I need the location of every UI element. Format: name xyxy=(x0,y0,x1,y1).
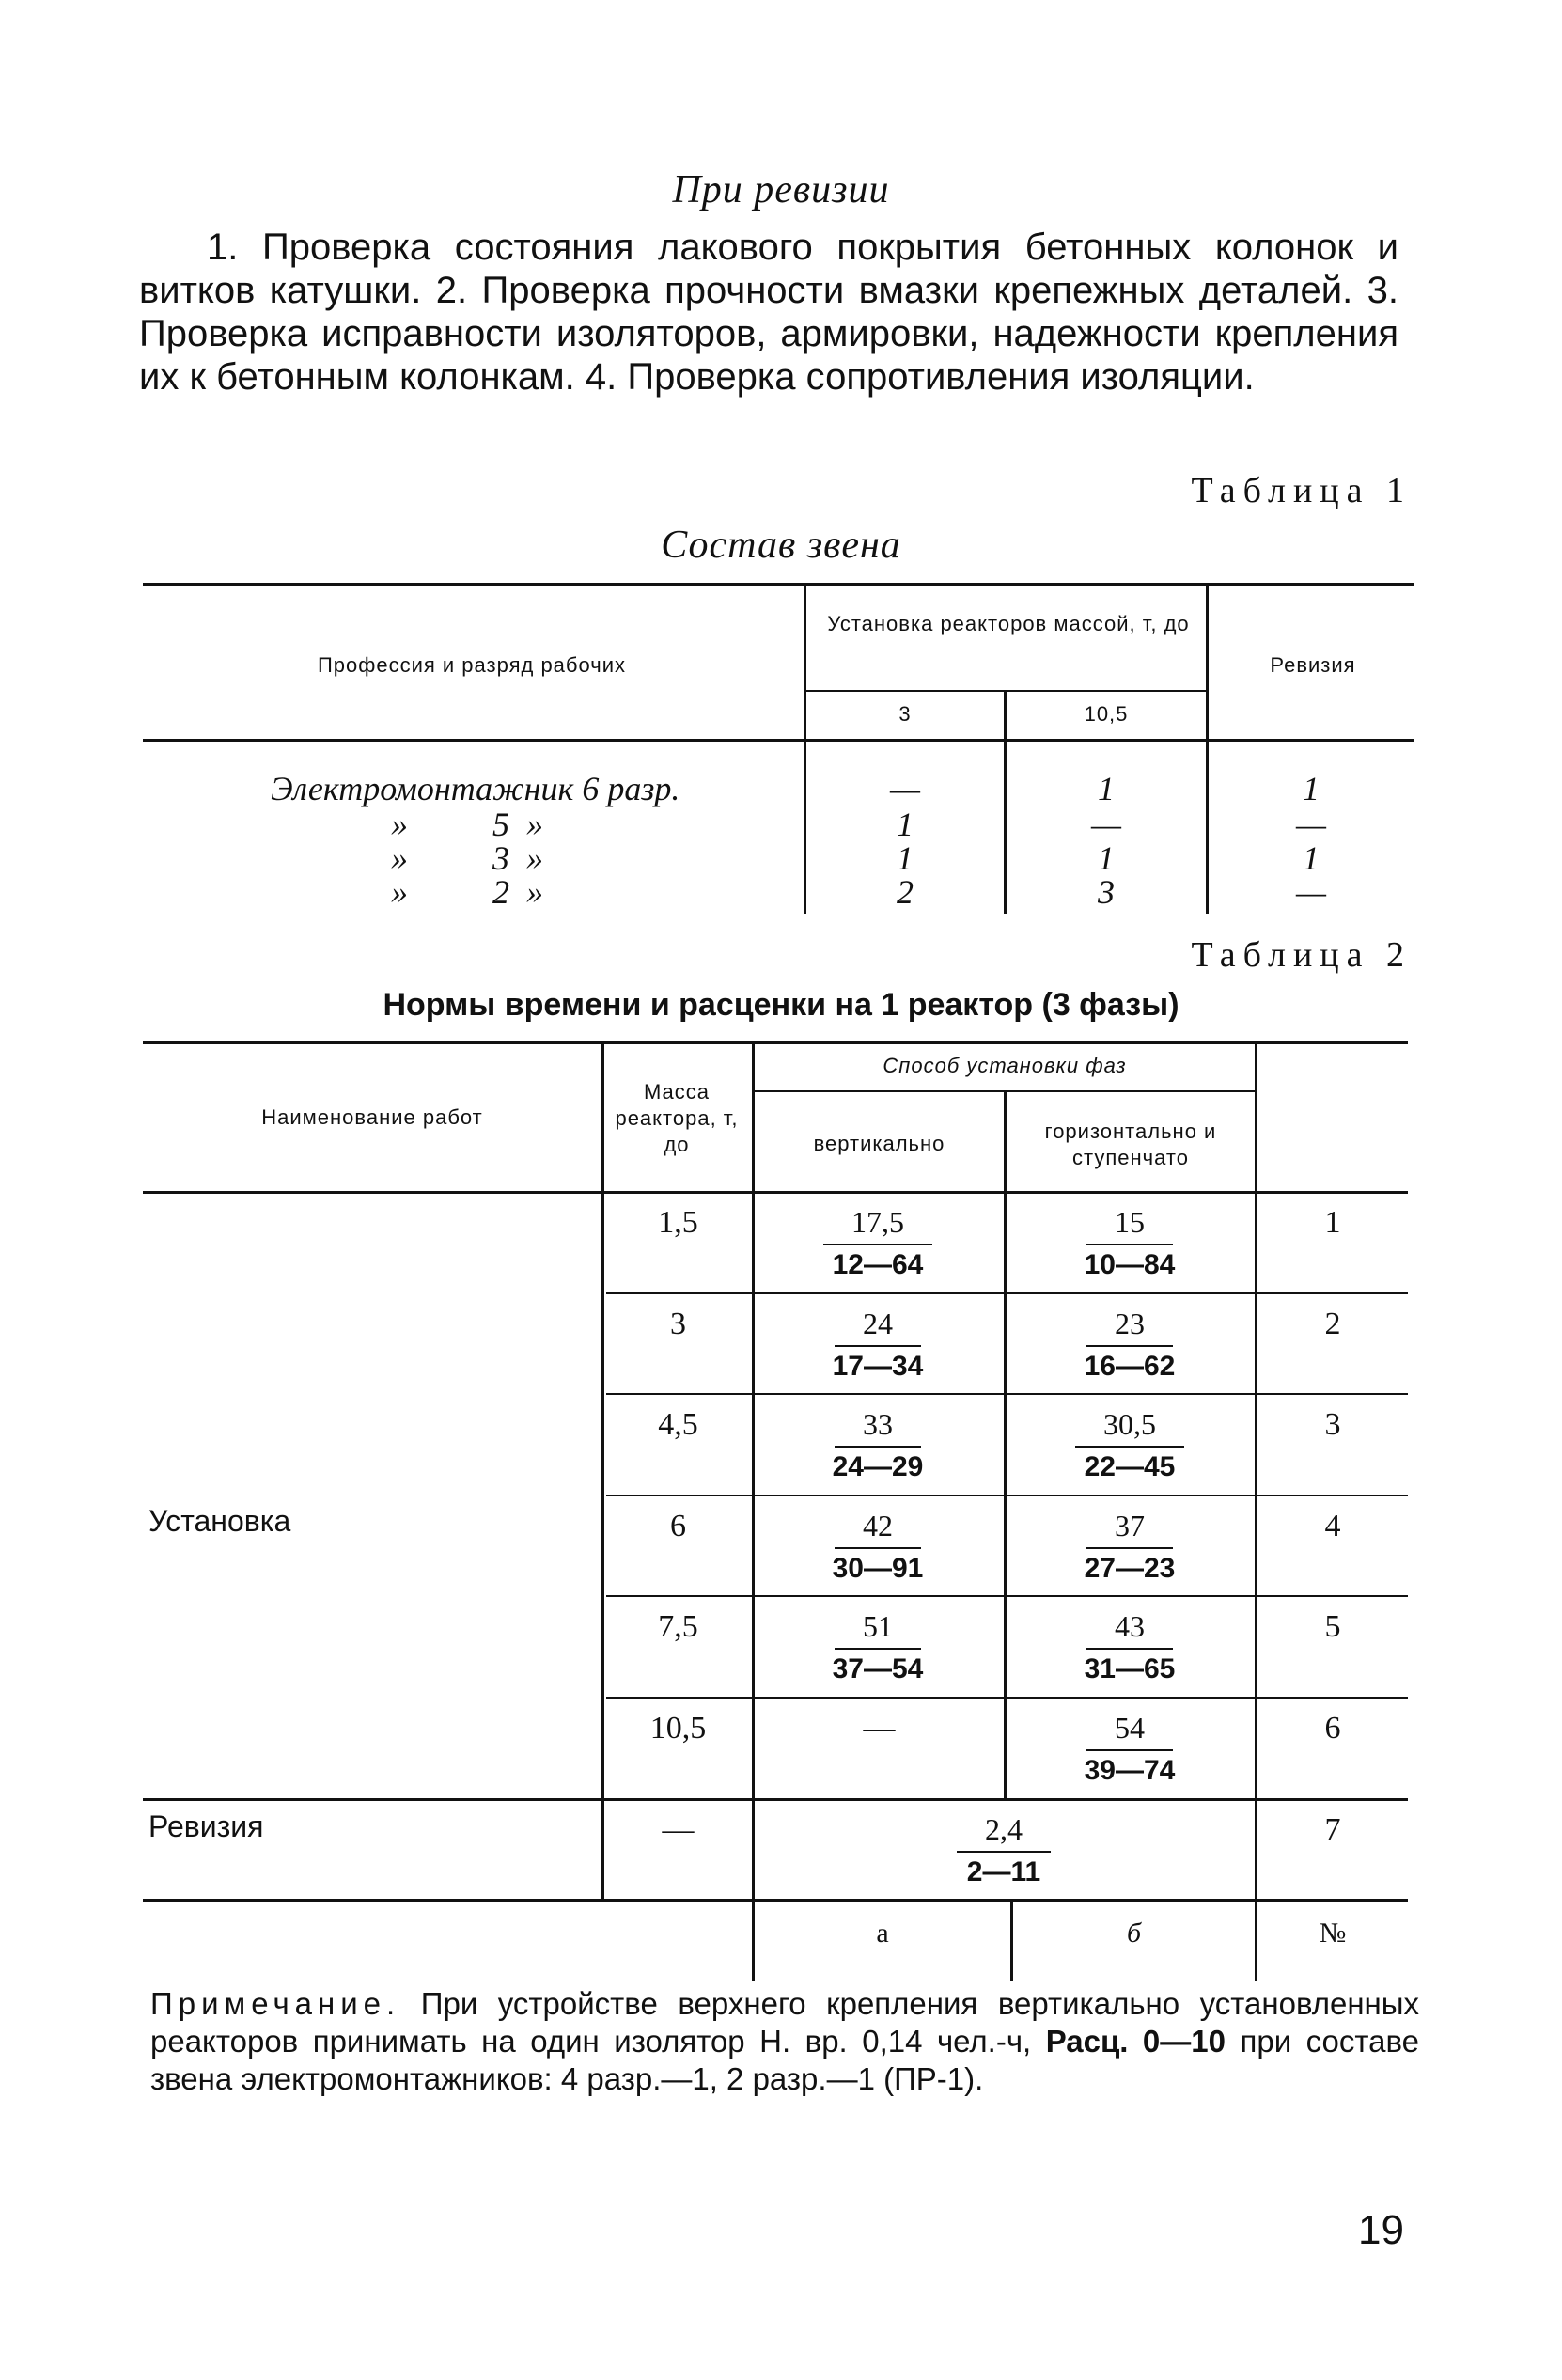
table2-caption: Нормы времени и расценки на 1 реактор (3 фазы) xyxy=(383,987,1179,1023)
note-text-1: При устройстве верхнего крепления вертикально установленных реакторов принимать на один изолятор Н. вр. 0,14 чел.-ч, xyxy=(150,1986,1419,2059)
t2-h-bot-5: 39—74 xyxy=(1084,1755,1176,1786)
t2-v-bot-0: 12—64 xyxy=(832,1249,924,1280)
t2-header-vertical: вертикально xyxy=(813,1132,945,1155)
note-text-2: при составе звена электромонтажников: 4 разр.—1, 2 разр.—1 (ПР-1). xyxy=(150,2024,1419,2096)
t2-work-install: Установка xyxy=(148,1504,291,1538)
t2-horizontal-1 xyxy=(1054,1307,1205,1383)
t2-work-revision: Ревизия xyxy=(148,1809,264,1843)
t2-vertical-0 xyxy=(803,1205,953,1281)
t2-v-top-5: — xyxy=(863,1711,896,1746)
t1-m3-1: 1 xyxy=(897,806,914,843)
t1-header-mass-10-5: 10,5 xyxy=(1084,702,1129,726)
t2-h-top-4: 43 xyxy=(1086,1609,1173,1650)
t1-header-revision: Ревизия xyxy=(1270,653,1356,677)
t2-horizontal-4 xyxy=(1054,1609,1205,1685)
t2-no-0: 1 xyxy=(1324,1205,1341,1240)
t2-h-top-5: 54 xyxy=(1086,1711,1173,1751)
t1-rev-0: 1 xyxy=(1303,770,1320,807)
t2-vertical-1 xyxy=(803,1307,953,1383)
t2-vertical-2 xyxy=(803,1407,953,1483)
t2-no-3: 4 xyxy=(1324,1509,1341,1543)
t2-header-method: Способ установки фаз xyxy=(883,1054,1127,1077)
t1-header-profession: Профессия и разряд рабочих xyxy=(317,653,627,677)
t2-rev-top: 2,4 xyxy=(957,1812,1051,1853)
page-number: 19 xyxy=(1358,2207,1404,2253)
note-lead: Примечание. xyxy=(150,1986,401,2021)
t2-horizontal-5 xyxy=(1054,1711,1205,1787)
t2-no-2: 3 xyxy=(1324,1407,1341,1442)
t1-m3-3: 2 xyxy=(897,873,914,911)
t2-v-top-3: 42 xyxy=(835,1509,921,1549)
t2-v-bot-3: 30—91 xyxy=(832,1553,924,1584)
t2-horizontal-3 xyxy=(1054,1509,1205,1585)
t1-profession-2: » 3 » xyxy=(391,839,543,877)
t1-rev-2: 1 xyxy=(1303,839,1320,877)
t2-h-top-2: 30,5 xyxy=(1075,1407,1184,1448)
t2-h-top-3: 37 xyxy=(1086,1509,1173,1549)
t1-profession-1: » 5 » xyxy=(391,806,543,843)
t2-v-bot-1: 17—34 xyxy=(832,1351,924,1382)
t2-mass-0: 1,5 xyxy=(658,1205,698,1240)
table2-label: Таблица 2 xyxy=(1191,935,1412,975)
revision-text: 1. Проверка состояния лакового покрытия бетонных колонок и витков катушки. 2. Проверка прочности вмазки крепежных деталей. 3. Проверка исправности изоляторов, армировки, надежности крепления их к бетонным колонкам. 4. Проверка сопротивления изоляции. xyxy=(139,227,1398,398)
t2-mass-3: 6 xyxy=(670,1509,686,1543)
t2-vertical-4 xyxy=(803,1609,953,1685)
t2-h-bot-0: 10—84 xyxy=(1084,1249,1176,1280)
t2-footer-no: № xyxy=(1319,1918,1347,1949)
t1-m105-2: 1 xyxy=(1098,839,1115,877)
t2-header-mass: Масса реактора, т, до xyxy=(615,1080,739,1156)
t2-h-bot-3: 27—23 xyxy=(1084,1553,1176,1584)
t2-no-1: 2 xyxy=(1324,1307,1341,1341)
note xyxy=(150,1985,1419,2098)
t2-mass-2: 4,5 xyxy=(658,1407,698,1442)
t2-mass-4: 7,5 xyxy=(658,1609,698,1644)
t1-m105-0: 1 xyxy=(1098,770,1115,807)
table1-label: Таблица 1 xyxy=(1191,471,1412,510)
t2-h-bot-4: 31—65 xyxy=(1084,1653,1176,1684)
t2-h-top-0: 15 xyxy=(1086,1205,1173,1245)
t2-v-top-0: 17,5 xyxy=(823,1205,932,1245)
t1-profession-3: » 2 » xyxy=(391,873,543,911)
t1-m105-1: — xyxy=(1090,806,1121,843)
t1-m105-3: 3 xyxy=(1098,873,1115,911)
section-heading: При ревизии xyxy=(672,168,890,211)
t2-v-top-1: 24 xyxy=(835,1307,921,1347)
t2-v-bot-2: 24—29 xyxy=(832,1451,924,1482)
t2-horizontal-2 xyxy=(1054,1407,1205,1483)
t1-m3-0: — xyxy=(889,770,920,807)
t2-h-bot-2: 22—45 xyxy=(1084,1451,1176,1482)
t2-h-bot-1: 16—62 xyxy=(1084,1351,1176,1382)
t1-m3-2: 1 xyxy=(897,839,914,877)
t2-no-5: 6 xyxy=(1324,1711,1341,1746)
t1-rev-3: — xyxy=(1295,873,1326,911)
t2-v-top-2: 33 xyxy=(835,1407,921,1448)
table1-caption: Состав звена xyxy=(661,524,901,567)
t2-vertical-3 xyxy=(803,1509,953,1585)
t1-profession-0: Электромонтажник 6 разр. xyxy=(271,770,680,807)
note-bold: Расц. 0—10 xyxy=(1045,2024,1226,2059)
t2-rev-mass: — xyxy=(662,1812,695,1847)
t2-header-work: Наименование работ xyxy=(261,1105,483,1129)
t1-header-mass-3: 3 xyxy=(898,702,912,726)
t2-mass-5: 10,5 xyxy=(649,1711,707,1746)
t1-header-install: Установка реакторов массой, т, до xyxy=(827,612,1190,635)
t2-v-bot-4: 37—54 xyxy=(832,1653,924,1684)
t1-rev-1: — xyxy=(1295,806,1326,843)
t2-rev-bot: 2—11 xyxy=(966,1856,1041,1887)
t2-rev-norm xyxy=(929,1812,1079,1888)
t2-header-horizontal: горизонтально и ступенчато xyxy=(1044,1120,1217,1169)
t2-h-top-1: 23 xyxy=(1086,1307,1173,1347)
t2-rev-no: 7 xyxy=(1324,1812,1341,1847)
t2-footer-a: а xyxy=(876,1918,889,1949)
revision-paragraph xyxy=(139,226,1398,399)
t2-v-top-4: 51 xyxy=(835,1609,921,1650)
t2-no-4: 5 xyxy=(1324,1609,1341,1644)
t2-footer-b: б xyxy=(1126,1918,1142,1949)
t2-horizontal-0 xyxy=(1054,1205,1205,1281)
t2-mass-1: 3 xyxy=(670,1307,686,1341)
